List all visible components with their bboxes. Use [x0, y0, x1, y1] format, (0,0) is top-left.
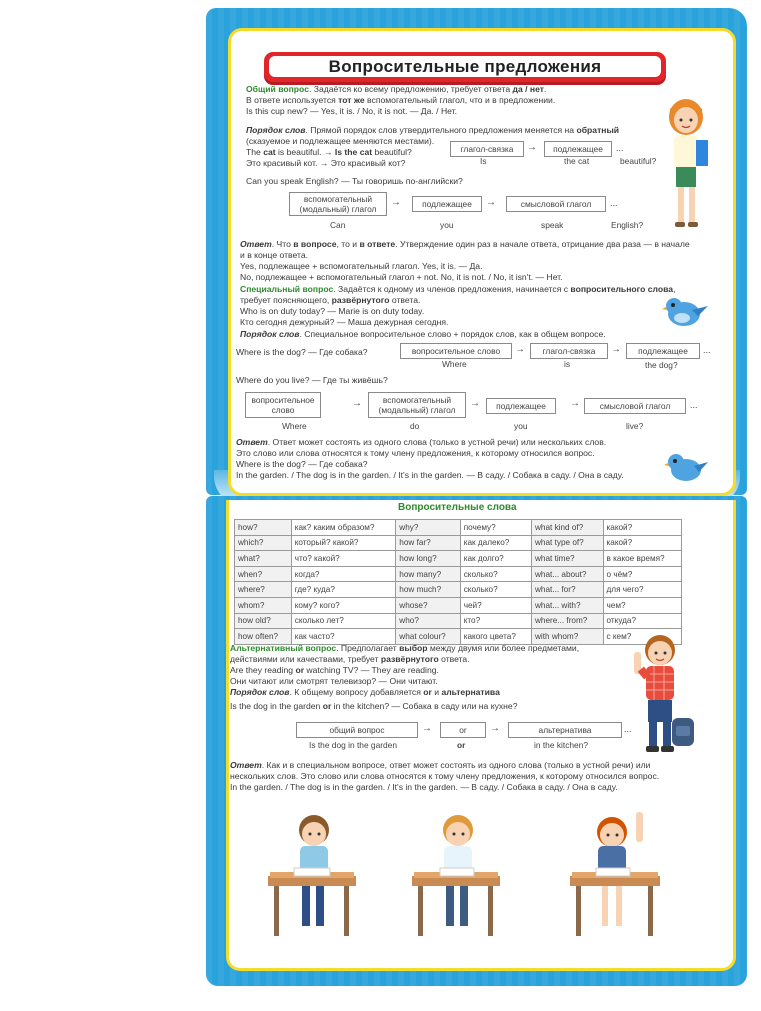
table-row	[235, 535, 682, 551]
speak-question: Can you speak English? — Ты говоришь по-английски?	[246, 176, 463, 186]
alt-box-general: общий вопрос	[296, 722, 418, 738]
where-question: Where is the dog? — Где собака?	[236, 347, 368, 357]
alt-order: Порядок слов. К общему вопросу добавляется or и альтернатива	[230, 687, 500, 697]
table-cell-russian: как далеко?	[460, 535, 531, 551]
table-cell-english: who?	[396, 613, 460, 629]
table-cell-english: what time?	[532, 551, 604, 567]
qwords-title: Вопросительные слова	[398, 502, 517, 513]
answer3-line-3: In the garden. / The dog is in the garden. / It's in the garden. — В саду. / Собака в саду. / Она в саду.	[230, 782, 618, 792]
table-cell-english: what colour?	[396, 629, 460, 645]
general-line-3: Is this cup new? — Yes, it is. / No, it is not. — Да. / Нет.	[246, 106, 458, 116]
live-dots: ...	[690, 400, 698, 410]
alt-box-or: or	[440, 722, 486, 738]
table-cell-english: what type of?	[532, 535, 604, 551]
speak-caption-3: speak	[541, 220, 564, 230]
where-dots: ...	[703, 345, 711, 355]
table-cell-russian: для чего?	[603, 582, 681, 598]
table-cell-russian: чем?	[603, 597, 681, 613]
order1-line-1: Порядок слов. Прямой порядок слов утвердительного предложения меняется на обратный	[246, 125, 620, 135]
speak-dots: ...	[610, 198, 618, 208]
bird-illustration	[662, 294, 710, 330]
order1-box-verb: глагол-связка	[450, 141, 524, 157]
special-line-1: Специальный вопрос. Задаётся к одному из членов предложения, начинается с вопросительного слова,	[240, 284, 676, 294]
table-cell-english: what?	[235, 551, 292, 567]
live-question: Where do you live? — Где ты живёшь?	[236, 375, 388, 385]
arrow-icon: →	[352, 398, 362, 409]
order1-line-4: Это красивый кот. → Это красивый кот?	[246, 158, 406, 168]
boy-at-desk-illustration	[266, 812, 358, 940]
bird-illustration	[664, 450, 710, 484]
page-title: Вопросительные предложения	[269, 56, 661, 77]
table-cell-english: how far?	[396, 535, 460, 551]
answer2-line-1: Ответ. Ответ может состоять из одного слова (только в устной речи) или нескольких слов.	[236, 437, 607, 447]
table-cell-russian: в какое время?	[603, 551, 681, 567]
table-cell-russian: кому? кого?	[291, 597, 396, 613]
where-caption-2: is	[564, 359, 571, 369]
live-caption-3: you	[514, 421, 528, 431]
speak-caption-1: Can	[330, 220, 346, 230]
question-words-table	[234, 519, 682, 645]
table-cell-english: what kind of?	[532, 520, 604, 536]
special-line-4: Кто сегодня дежурный? — Маша дежурная сегодня.	[240, 317, 449, 327]
table-cell-english: where... from?	[532, 613, 604, 629]
where-box-subject: подлежащее	[626, 343, 700, 359]
table-cell-russian: какого цвета?	[460, 629, 531, 645]
table-cell-english: what... for?	[532, 582, 604, 598]
answer3-line-1: Ответ. Как и в специальном вопросе, ответ может состоять из одного слова (только в устной речи) или	[230, 760, 651, 770]
arrow-icon: →	[391, 197, 401, 208]
order1-dots: ...	[616, 143, 624, 153]
table-row	[235, 566, 682, 582]
table-cell-russian: где? куда?	[291, 582, 396, 598]
speak-box-verb: смысловой глагол	[506, 196, 606, 212]
answer1-line-3: Yes, подлежащее + вспомогательный глагол. Yes, it is. — Да.	[240, 261, 483, 271]
table-cell-english: how old?	[235, 613, 292, 629]
table-cell-english: how?	[235, 520, 292, 536]
alt-line-1: Альтернативный вопрос. Предполагает выбор между двумя или более предметами,	[230, 643, 580, 653]
table-row	[235, 597, 682, 613]
speak-box-subject: подлежащее	[412, 196, 482, 212]
where-box-qword: вопросительное слово	[400, 343, 512, 359]
table-cell-english: which?	[235, 535, 292, 551]
order1-caption-1: Is	[480, 156, 487, 166]
arrow-icon: →	[422, 723, 432, 734]
table-cell-russian: сколько?	[460, 582, 531, 598]
order1-caption-2: the cat	[564, 156, 590, 166]
order1-box-subject: подлежащее	[544, 141, 612, 157]
table-cell-russian: какой?	[603, 535, 681, 551]
special-line-2: требует поясняющего, развёрнутого ответа.	[240, 295, 421, 305]
table-cell-english: whose?	[396, 597, 460, 613]
alt-box-alternative: альтернатива	[508, 722, 622, 738]
table-row	[235, 582, 682, 598]
arrow-icon: →	[515, 344, 525, 355]
table-cell-russian: как? каким образом?	[291, 520, 396, 536]
arrow-icon: →	[470, 398, 480, 409]
table-cell-english: what... with?	[532, 597, 604, 613]
table-cell-russian: чей?	[460, 597, 531, 613]
live-box-aux: вспомогательный (модальный) глагол	[368, 392, 466, 418]
alt-line-4: Они читают или смотрят телевизор? — Они читают.	[230, 676, 438, 686]
table-cell-russian: с кем?	[603, 629, 681, 645]
order1-caption-3: beautiful?	[620, 156, 657, 166]
answer3-line-2: нескольких слов. Это слово или слова относятся к тому члену предложения, к которому относился вопрос.	[230, 771, 660, 781]
speak-caption-4: English?	[611, 220, 644, 230]
answer2-line-3: Where is the dog? — Где собака?	[236, 459, 368, 469]
table-cell-english: how much?	[396, 582, 460, 598]
table-row	[235, 613, 682, 629]
where-box-verb: глагол-связка	[530, 343, 608, 359]
answer1-line-1: Ответ. Что в вопросе, то и в ответе. Утверждение один раз в начале ответа, отрицание два раза — в начале	[240, 239, 690, 249]
alt-dots: ...	[624, 724, 632, 734]
table-cell-russian: о чём?	[603, 566, 681, 582]
answer2-line-2: Это слово или слова относятся к тому члену предложения, к которому относился вопрос.	[236, 448, 595, 458]
table-cell-russian: сколько лет?	[291, 613, 396, 629]
arrow-icon: →	[527, 142, 537, 153]
live-caption-2: do	[410, 421, 420, 431]
table-cell-russian: какой?	[603, 520, 681, 536]
table-cell-english: how long?	[396, 551, 460, 567]
table-cell-russian: как часто?	[291, 629, 396, 645]
answer1-line-2: и в конце ответа.	[240, 250, 309, 260]
live-box-subject: подлежащее	[486, 398, 556, 414]
arrow-icon: →	[570, 398, 580, 409]
speak-caption-2: you	[440, 220, 454, 230]
live-caption-4: live?	[626, 421, 644, 431]
live-box-verb: смысловой глагол	[584, 398, 686, 414]
table-cell-russian: когда?	[291, 566, 396, 582]
alt-line-2: действиями или качествами, требует развёрнутого ответа.	[230, 654, 470, 664]
table-cell-russian: почему?	[460, 520, 531, 536]
live-caption-1: Where	[282, 421, 307, 431]
table-row	[235, 629, 682, 645]
table-cell-english: how many?	[396, 566, 460, 582]
alt-line-3: Are they reading or watching TV? — They are reading.	[230, 665, 439, 675]
alt-caption-1: Is the dog in the garden	[309, 740, 398, 750]
table-cell-english: whom?	[235, 597, 292, 613]
arrow-icon: →	[490, 723, 500, 734]
table-cell-english: why?	[396, 520, 460, 536]
boy-with-backpack-illustration	[628, 630, 698, 756]
live-box-qword: вопросительное слово	[245, 392, 321, 418]
alt-caption-3: in the kitchen?	[534, 740, 589, 750]
speak-box-aux: вспомогательный (модальный) глагол	[289, 192, 387, 216]
special-order: Порядок слов. Специальное вопросительное слово + порядок слов, как в общем вопросе.	[240, 329, 606, 339]
table-cell-russian: что? какой?	[291, 551, 396, 567]
arrow-icon: →	[611, 344, 621, 355]
boy-writing-at-desk-illustration	[410, 812, 502, 940]
table-cell-russian: сколько?	[460, 566, 531, 582]
table-cell-english: where?	[235, 582, 292, 598]
order1-line-3: The cat is beautiful. → Is the cat beautiful?	[246, 147, 412, 157]
answer2-line-4: In the garden. / The dog is in the garden. / It's in the garden. — В саду. / Собака в саду. / Она в саду.	[236, 470, 624, 480]
table-row	[235, 520, 682, 536]
where-caption-1: Where	[442, 359, 467, 369]
where-caption-3: the dog?	[645, 360, 678, 370]
arrow-icon: →	[486, 197, 496, 208]
girl-with-book-illustration	[656, 95, 718, 235]
table-cell-english: how often?	[235, 629, 292, 645]
answer1-line-4: No, подлежащее + вспомогательный глагол + not. No, it is not. / No, it isn't. — Нет.	[240, 272, 563, 282]
table-cell-russian: откуда?	[603, 613, 681, 629]
table-cell-english: with whom?	[532, 629, 604, 645]
table-cell-russian: который? какой?	[291, 535, 396, 551]
alt-question: Is the dog in the garden or in the kitchen? — Собака в саду или на кухне?	[230, 701, 518, 711]
table-row	[235, 551, 682, 567]
table-cell-english: when?	[235, 566, 292, 582]
alt-caption-2: or	[457, 740, 466, 750]
order1-line-2: (сказуемое и подлежащее меняются местами).	[246, 136, 435, 146]
girl-raising-hand-illustration	[566, 808, 666, 940]
general-line-1: Общий вопрос. Задаётся ко всему предложению, требует ответа да / нет.	[246, 84, 547, 94]
title-banner	[264, 52, 666, 82]
table-cell-english: what... about?	[532, 566, 604, 582]
general-line-2: В ответе используется тот же вспомогательный глагол, что и в предложении.	[246, 95, 556, 105]
table-cell-russian: как долго?	[460, 551, 531, 567]
table-cell-russian: кто?	[460, 613, 531, 629]
special-line-3: Who is on duty today? — Marie is on duty today.	[240, 306, 425, 316]
